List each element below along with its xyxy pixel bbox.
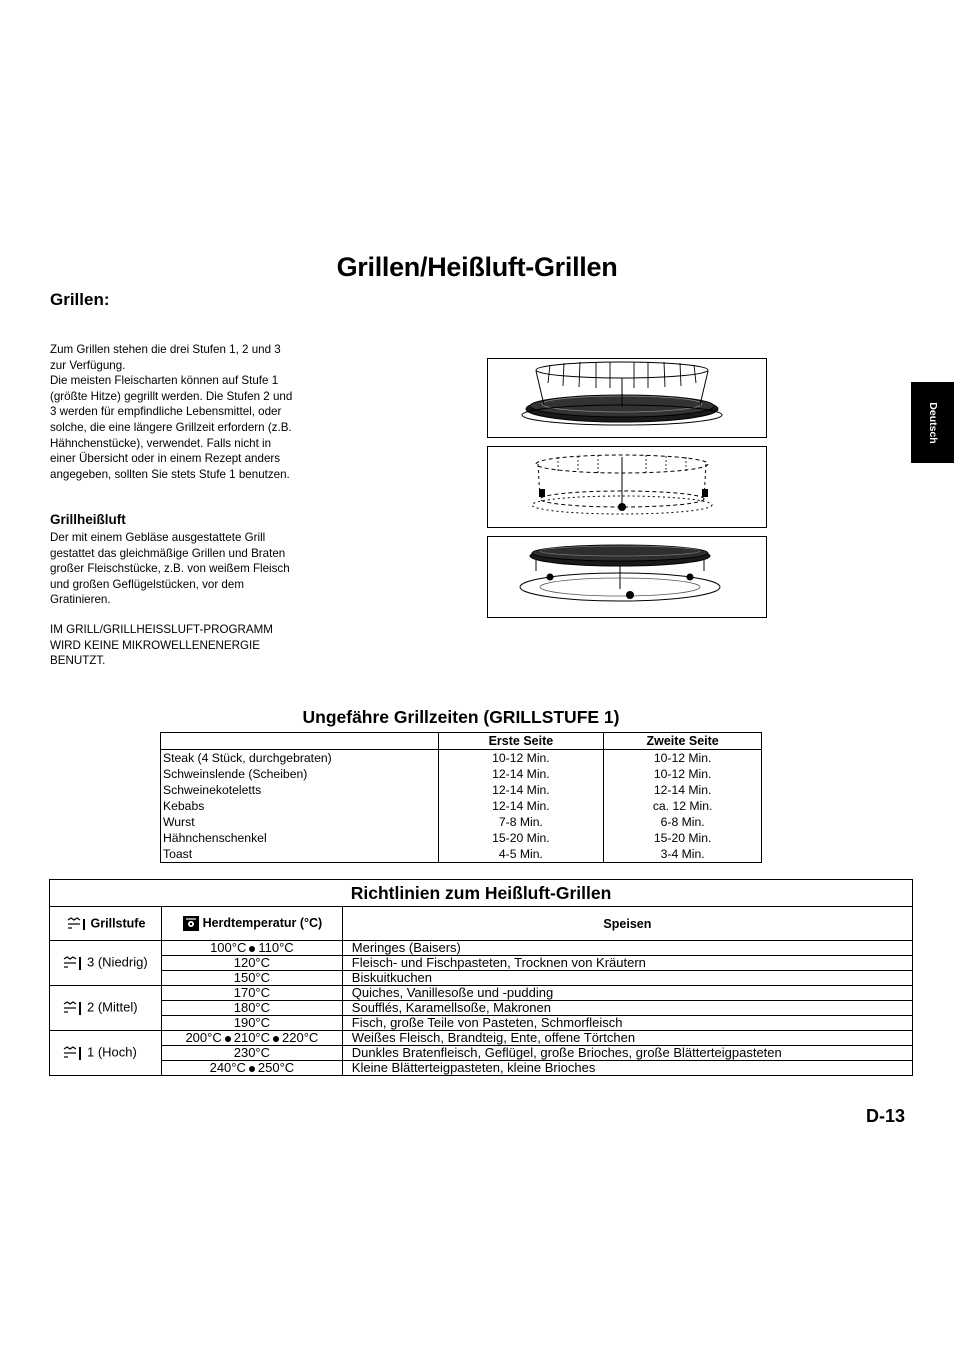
food-cell: Quiches, Vanillesoße und -pudding <box>342 986 912 1001</box>
table-row <box>161 782 762 798</box>
table-row <box>161 830 762 846</box>
temp-value: 110°C <box>258 940 294 955</box>
first-side-cell: 12-14 Min. <box>438 782 604 798</box>
table-header-cell: Zweite Seite <box>604 733 762 750</box>
convection-fan-icon <box>182 915 200 932</box>
temp-cell: 120°C <box>161 956 342 971</box>
table-row <box>50 941 913 956</box>
temp-cell <box>161 1031 342 1046</box>
food-cell: Weißes Fleisch, Brandteig, Ente, offene Törtchen <box>342 1031 912 1046</box>
food-cell: Fleisch- und Fischpasteten, Trocknen von Kräutern <box>342 956 912 971</box>
food-cell: Fisch, große Teile von Pasteten, Schmorfleisch <box>342 1016 912 1031</box>
grill-element-icon <box>62 954 84 972</box>
food-cell: Schweinekoteletts <box>161 782 439 798</box>
first-side-cell: 12-14 Min. <box>438 798 604 814</box>
illustration-rack-feet <box>487 446 767 528</box>
food-cell: Steak (4 Stück, durchgebraten) <box>161 750 439 767</box>
food-cell: Biskuitkuchen <box>342 971 912 986</box>
bullet-dot <box>273 1036 279 1042</box>
food-cell: Hähnchenschenkel <box>161 830 439 846</box>
header-herdtemperatur <box>161 907 342 941</box>
table-row <box>161 814 762 830</box>
header-label: Herdtemperatur (°C) <box>202 915 323 930</box>
bullet-dot <box>249 946 255 952</box>
first-side-cell: 12-14 Min. <box>438 766 604 782</box>
level-cell <box>50 941 162 986</box>
grill-element-icon <box>66 916 88 932</box>
table-row <box>50 986 913 1001</box>
food-cell: Schweinslende (Scheiben) <box>161 766 439 782</box>
level-label: 2 (Mittel) <box>87 999 138 1015</box>
language-tab-label: Deutsch <box>926 401 939 444</box>
grill-times-title: Ungefähre Grillzeiten (GRILLSTUFE 1) <box>302 707 620 727</box>
second-side-cell: 12-14 Min. <box>604 782 762 798</box>
illustration-high-rack <box>487 358 767 438</box>
header-grillstufe <box>50 907 162 941</box>
level-label: 1 (Hoch) <box>87 1044 137 1060</box>
table-header-cell: Erste Seite <box>438 733 604 750</box>
convection-grill-guidelines-table <box>49 879 913 1076</box>
bullet-dot <box>225 1036 231 1042</box>
table-header-cell <box>161 733 439 750</box>
language-side-tab <box>911 382 954 463</box>
temp-cell: 230°C <box>161 1046 342 1061</box>
temp-cell: 170°C <box>161 986 342 1001</box>
table-row <box>50 1046 913 1061</box>
second-side-cell: 10-12 Min. <box>604 750 762 767</box>
table-row <box>50 1031 913 1046</box>
no-microwave-warning: IM GRILL/GRILLHEISSLUFT-PROGRAMM WIRD KEINE MIKROWELLENENERGIE BENUTZT. <box>50 623 273 668</box>
temp-value: 250°C <box>257 1060 295 1075</box>
grill-element-icon <box>62 1044 84 1062</box>
page-title: Grillen/Heißluft-Grillen <box>336 252 618 282</box>
food-cell: Dunkles Bratenfleisch, Geflügel, große Brioches, große Blätterteigpasteten <box>342 1046 912 1061</box>
grillheissluft-text: Der mit einem Gebläse ausgestattete Grill gestattet das gleichmäßige Grillen und Braten großer Fleischstücke, z.B. von weißem Fleisch und großen Geflügelstücken, vor dem Gratinieren. <box>50 531 290 607</box>
grill-element-icon <box>62 999 84 1017</box>
temp-value: 100°C <box>210 940 247 955</box>
table-header-row <box>50 907 913 941</box>
food-cell: Kebabs <box>161 798 439 814</box>
first-side-cell: 7-8 Min. <box>438 814 604 830</box>
temp-cell: 180°C <box>161 1001 342 1016</box>
temp-cell: 150°C <box>161 971 342 986</box>
section-heading-grillen: Grillen: <box>50 290 110 309</box>
second-side-cell: 3-4 Min. <box>604 846 762 863</box>
temp-cell <box>161 941 342 956</box>
temp-value: 220°C <box>282 1030 319 1045</box>
table-header-row <box>161 733 762 750</box>
temp-cell <box>161 1061 342 1076</box>
temp-value: 210°C <box>233 1030 271 1045</box>
food-cell: Wurst <box>161 814 439 830</box>
page-number: D-13 <box>866 1106 906 1126</box>
temp-cell: 190°C <box>161 1016 342 1031</box>
food-cell: Soufflés, Karamellsoße, Makronen <box>342 1001 912 1016</box>
table-row <box>50 1061 913 1076</box>
bullet-dot <box>249 1066 255 1072</box>
food-cell: Kleine Blätterteigpasteten, kleine Brioches <box>342 1061 912 1076</box>
food-cell: Meringes (Baisers) <box>342 941 912 956</box>
first-side-cell: 15-20 Min. <box>438 830 604 846</box>
header-label: Grillstufe <box>90 915 146 930</box>
header-speisen: Speisen <box>342 907 912 941</box>
table-row <box>50 1016 913 1031</box>
table-row <box>50 1001 913 1016</box>
first-side-cell: 4-5 Min. <box>438 846 604 863</box>
grill-times-table <box>160 732 762 863</box>
table-row <box>161 846 762 863</box>
illustration-plate-stand <box>487 536 767 618</box>
food-cell: Toast <box>161 846 439 863</box>
second-side-cell: 10-12 Min. <box>604 766 762 782</box>
level-label: 3 (Niedrig) <box>87 954 148 970</box>
temp-value: 200°C <box>185 1030 222 1045</box>
table-row <box>50 971 913 986</box>
temp-value: 240°C <box>209 1060 246 1075</box>
table-row <box>50 956 913 971</box>
grillheissluft-heading: Grillheißluft <box>50 512 126 527</box>
grillen-intro-text: Zum Grillen stehen die drei Stufen 1, 2 und 3 zur Verfügung. Die meisten Fleischarten können auf Stufe 1 (größte Hitze) gegrillt werden. Die Stufen 2 und 3 werden für empfindliche Lebensmittel, oder solche, die eine längere Grillzeit erfordern (z.B. Hähnchenstücke), verwendet. Falls nicht in einer Übersicht oder in einem Rezept anders angegeben, sollten Sie stets Stufe 1 benutzen. <box>50 343 293 481</box>
second-side-cell: 6-8 Min. <box>604 814 762 830</box>
second-side-cell: 15-20 Min. <box>604 830 762 846</box>
level-cell <box>50 1031 162 1076</box>
table-row <box>161 766 762 782</box>
guidelines-title: Richtlinien zum Heißluft-Grillen <box>50 880 913 907</box>
level-cell <box>50 986 162 1031</box>
second-side-cell: ca. 12 Min. <box>604 798 762 814</box>
first-side-cell: 10-12 Min. <box>438 750 604 767</box>
table-row <box>161 798 762 814</box>
table-row <box>161 750 762 767</box>
